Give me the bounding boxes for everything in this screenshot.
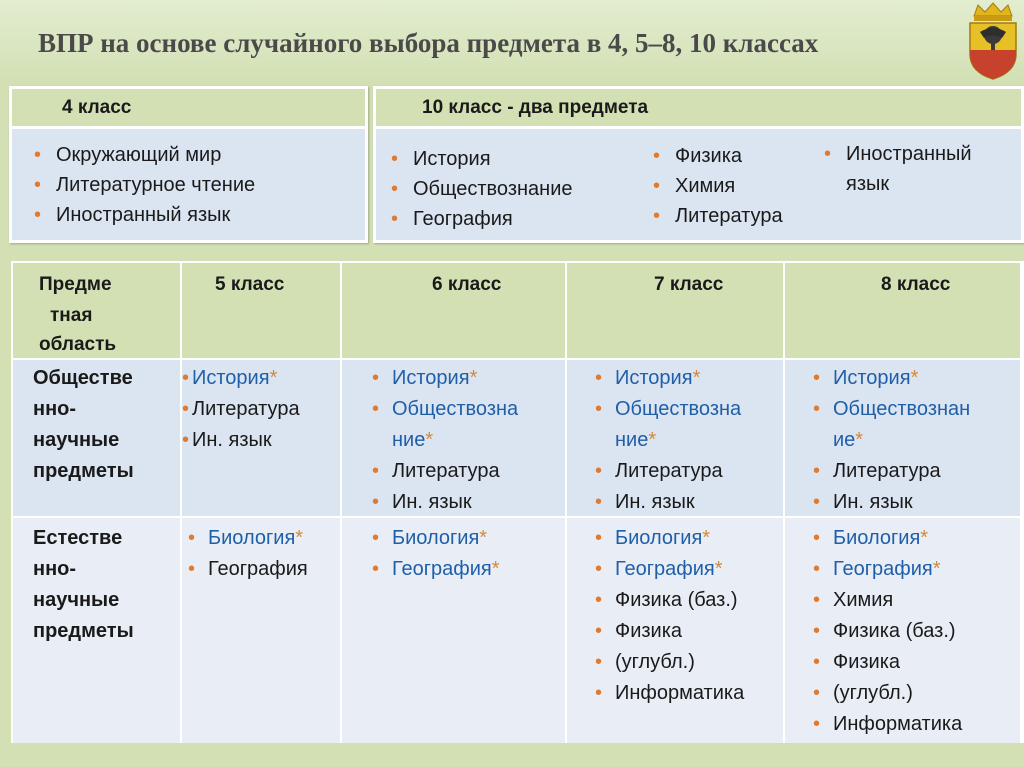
subject-list: [567, 360, 783, 518]
list-item: • Физика: [653, 141, 783, 171]
grade10-col1: [391, 144, 573, 234]
list-item: • Физика: [589, 616, 783, 647]
list-item: • География: [182, 554, 340, 585]
list-item: • Биология*: [589, 523, 783, 554]
grade10-col3: [824, 139, 1004, 199]
list-item: • Литература: [182, 394, 340, 425]
subject-list: [182, 518, 340, 585]
list-item: • Литературное чтение: [34, 170, 365, 200]
list-item: • Окружающий мир: [34, 140, 365, 170]
list-item: • География: [391, 204, 573, 234]
subject-table: [11, 261, 1024, 743]
list-item: • Иностранный язык: [34, 200, 365, 230]
table-header-corner: Предме тная область: [13, 263, 182, 360]
table-cell: [567, 360, 785, 518]
grade4-header: 4 класс: [12, 89, 365, 129]
list-item: • Обществознан: [807, 394, 1020, 425]
list-item: • Иностранный язык: [824, 139, 1004, 199]
list-item: • География*: [807, 554, 1020, 585]
list-item: • Литература: [807, 456, 1020, 487]
list-item: • Физика (баз.): [807, 616, 1020, 647]
page-title: ВПР на основе случайного выбора предмета в 4, 5–8, 10 классах: [38, 28, 819, 58]
list-item: • Обществознание: [391, 174, 573, 204]
table-header-grade7: 7 класс: [567, 263, 785, 360]
subject-list: [342, 360, 565, 518]
list-item: • История*: [366, 363, 565, 394]
list-item: • Химия: [807, 585, 1020, 616]
list-item: • История*: [807, 363, 1020, 394]
list-item: • История*: [589, 363, 783, 394]
list-item: • География*: [589, 554, 783, 585]
table-cell: [182, 518, 342, 743]
list-item: • (углубл.): [807, 678, 1020, 709]
list-item: ние*: [615, 429, 657, 451]
list-item: • Информатика: [589, 678, 783, 709]
subject-list: [342, 518, 565, 585]
grade10-header: 10 класс - два предмета: [376, 89, 1021, 129]
table-header-grade5: 5 класс: [182, 263, 342, 360]
table-cell: [785, 518, 1022, 743]
list-item: • География*: [366, 554, 565, 585]
list-item: • История*: [182, 363, 340, 394]
list-item: • Биология*: [366, 523, 565, 554]
grade10-col2: [653, 141, 783, 231]
list-item: • Информатика: [807, 709, 1020, 740]
subject-list: [785, 360, 1020, 518]
table-cell: [567, 518, 785, 743]
list-item: • Ин. язык: [366, 487, 565, 518]
list-item: ние*: [392, 429, 434, 451]
table-cell: [342, 518, 567, 743]
list-item: • История: [391, 144, 573, 174]
grade4-box: [9, 86, 368, 243]
list-item: • Литература: [366, 456, 565, 487]
coat-of-arms-icon: [966, 2, 1020, 80]
grade4-subjects: [12, 129, 365, 230]
list-item: • Обществозна: [366, 394, 565, 425]
table-row-science-area: Естестве нно- научные предметы: [13, 518, 182, 743]
subject-list: [567, 518, 783, 709]
list-item: • Физика: [807, 647, 1020, 678]
table-cell: [182, 360, 342, 518]
list-item: ие*: [833, 429, 864, 451]
list-item: • Биология*: [182, 523, 340, 554]
grade10-box: [373, 86, 1024, 243]
list-item: • Ин. язык: [589, 487, 783, 518]
list-item: • Биология*: [807, 523, 1020, 554]
list-item: • Литература: [589, 456, 783, 487]
table-header-grade8: 8 класс: [785, 263, 1022, 360]
list-item: • (углубл.): [589, 647, 783, 678]
table-cell: [785, 360, 1022, 518]
table-header-grade6: 6 класс: [342, 263, 567, 360]
list-item: • Ин. язык: [182, 425, 340, 456]
list-item: • Химия: [653, 171, 783, 201]
list-item: • Обществозна: [589, 394, 783, 425]
list-item: • Физика (баз.): [589, 585, 783, 616]
subject-list: [785, 518, 1020, 740]
table-cell: [342, 360, 567, 518]
subject-list: [182, 360, 340, 456]
table-row-social-area: Обществе нно- научные предметы: [13, 360, 182, 518]
list-item: • Литература: [653, 201, 783, 231]
list-item: • Ин. язык: [807, 487, 1020, 518]
